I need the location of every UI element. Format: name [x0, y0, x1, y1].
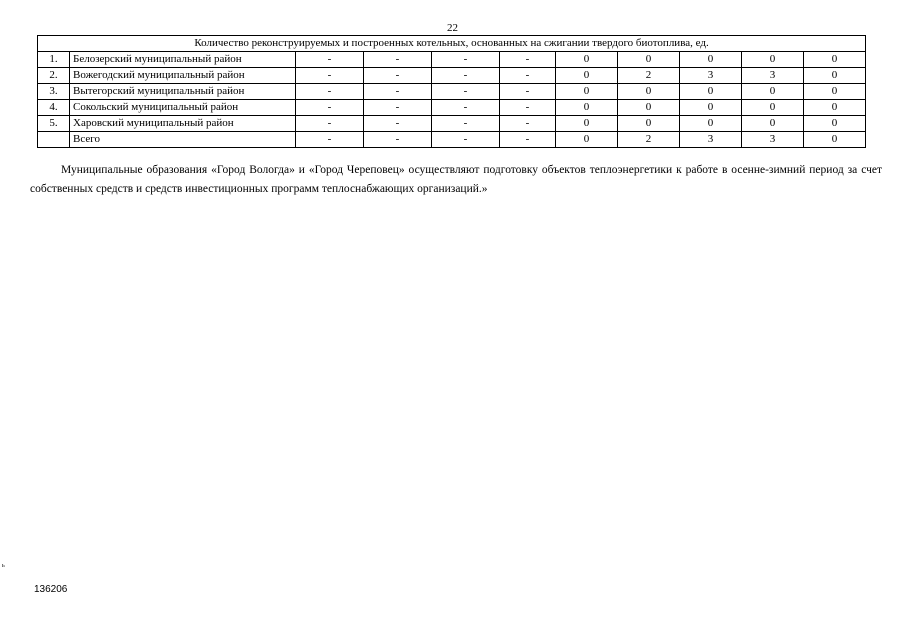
value-cell: 0	[556, 132, 618, 148]
value-cell: -	[500, 84, 556, 100]
row-number: 3.	[38, 84, 70, 100]
body-paragraph: Муниципальные образования «Город Вологда» и «Город Череповец» осуществляют подготовку объектов теплоэнергетики к работе в осенне-зимний период за счет собственных средств и средств инвестиционных программ теплоснабжающих организаций.»	[30, 164, 882, 195]
value-cell: 2	[618, 68, 680, 84]
district-name: Харовский муниципальный район	[70, 116, 296, 132]
table-caption-row	[38, 36, 866, 52]
value-cell: -	[364, 116, 432, 132]
value-cell: 0	[680, 84, 742, 100]
value-cell: 0	[804, 84, 866, 100]
value-cell: 0	[556, 100, 618, 116]
value-cell: -	[296, 100, 364, 116]
value-cell: 0	[556, 52, 618, 68]
value-cell: 3	[742, 132, 804, 148]
value-cell: 0	[556, 116, 618, 132]
value-cell: 0	[680, 100, 742, 116]
row-number	[38, 132, 70, 148]
value-cell: -	[500, 116, 556, 132]
table-caption: Количество реконструируемых и построенных котельных, основанных на сжигании твердого биотоплива, ед.	[38, 36, 866, 52]
value-cell: -	[432, 116, 500, 132]
boiler-houses-table	[37, 35, 866, 148]
value-cell: -	[500, 52, 556, 68]
table-row	[38, 116, 866, 132]
value-cell: 0	[680, 52, 742, 68]
value-cell: 3	[680, 132, 742, 148]
district-name: Сокольский муниципальный район	[70, 100, 296, 116]
value-cell: 0	[618, 84, 680, 100]
value-cell: -	[296, 68, 364, 84]
table-row	[38, 68, 866, 84]
district-name: Вожегодский муниципальный район	[70, 68, 296, 84]
value-cell: -	[432, 100, 500, 116]
value-cell: 0	[804, 116, 866, 132]
value-cell: -	[364, 52, 432, 68]
district-name: Белозерский муниципальный район	[70, 52, 296, 68]
value-cell: 3	[742, 68, 804, 84]
total-label: Всего	[70, 132, 296, 148]
table-row	[38, 52, 866, 68]
value-cell: -	[500, 132, 556, 148]
document-code: 136206	[34, 584, 68, 595]
value-cell: 0	[742, 116, 804, 132]
table-row	[38, 84, 866, 100]
value-cell: 0	[618, 52, 680, 68]
row-number: 1.	[38, 52, 70, 68]
value-cell: -	[432, 84, 500, 100]
value-cell: 0	[680, 116, 742, 132]
table-total-row	[38, 132, 866, 148]
value-cell: 0	[556, 84, 618, 100]
value-cell: 0	[742, 52, 804, 68]
table-row	[38, 100, 866, 116]
value-cell: -	[500, 100, 556, 116]
value-cell: 3	[680, 68, 742, 84]
value-cell: 2	[618, 132, 680, 148]
value-cell: -	[500, 68, 556, 84]
row-number: 5.	[38, 116, 70, 132]
value-cell: -	[364, 68, 432, 84]
value-cell: 0	[618, 100, 680, 116]
row-number: 2.	[38, 68, 70, 84]
value-cell: 0	[804, 68, 866, 84]
margin-mark: ь	[2, 563, 5, 569]
value-cell: 0	[556, 68, 618, 84]
value-cell: 0	[618, 116, 680, 132]
value-cell: 0	[804, 132, 866, 148]
value-cell: -	[432, 132, 500, 148]
value-cell: -	[296, 84, 364, 100]
value-cell: 0	[742, 100, 804, 116]
value-cell: 0	[742, 84, 804, 100]
value-cell: 0	[804, 100, 866, 116]
value-cell: -	[364, 100, 432, 116]
value-cell: -	[296, 52, 364, 68]
value-cell: -	[364, 132, 432, 148]
value-cell: -	[432, 68, 500, 84]
page-number: 22	[447, 22, 458, 34]
value-cell: -	[296, 132, 364, 148]
row-number: 4.	[38, 100, 70, 116]
value-cell: -	[364, 84, 432, 100]
value-cell: -	[432, 52, 500, 68]
value-cell: 0	[804, 52, 866, 68]
district-name: Вытегорский муниципальный район	[70, 84, 296, 100]
value-cell: -	[296, 116, 364, 132]
